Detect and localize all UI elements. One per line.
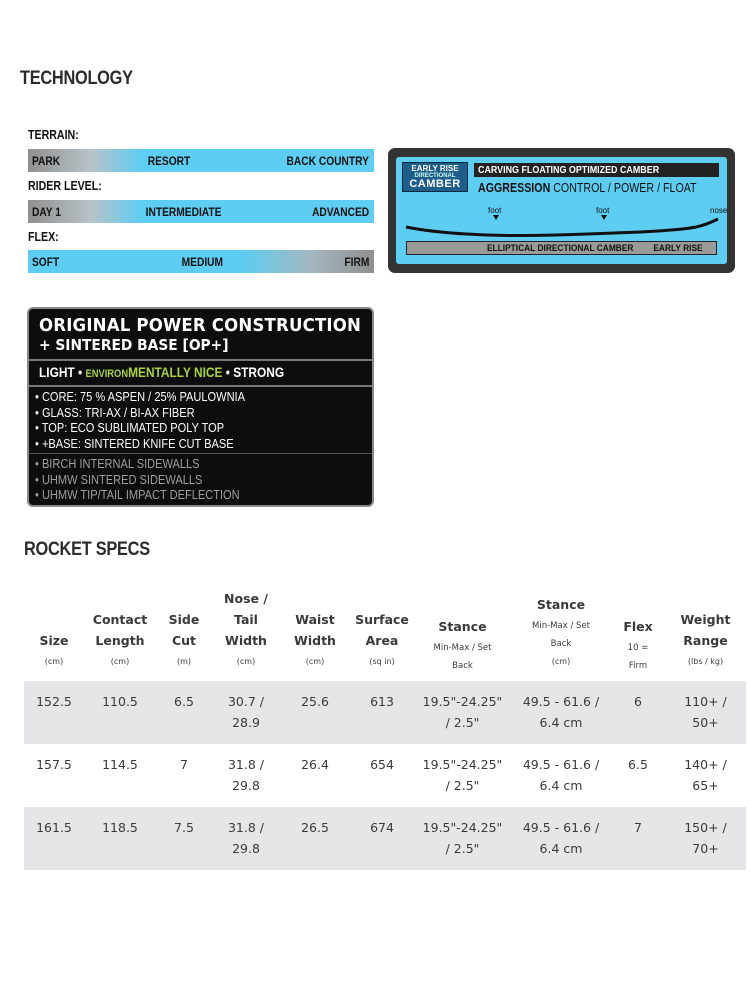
cell-weight: 150+ / 70+ xyxy=(665,807,746,870)
construction-spec-list xyxy=(35,389,282,451)
construction-divider-mid xyxy=(29,385,372,387)
camber-banner-text: CARVING FLOATING OPTIMIZED CAMBER xyxy=(478,164,660,176)
construction-panel xyxy=(27,307,374,507)
header-nose-tail-width: Nose / Tail Width (cm) xyxy=(224,591,268,666)
cell-flex: 7 xyxy=(611,807,665,870)
header-waist-width: Waist Width (cm) xyxy=(294,612,336,666)
flex-scale xyxy=(28,250,374,273)
rider-mid-label: INTERMEDIATE xyxy=(146,204,222,219)
cell-stance-cm: 49.5 - 61.6 / 6.4 cm xyxy=(511,807,611,870)
camber-logo-line3: CAMBER xyxy=(409,178,461,190)
cell-nose: 31.8 / 29.8 xyxy=(212,807,280,870)
cell-surface: 654 xyxy=(370,757,394,772)
header-weight-range: Weight Range (lbs / kg) xyxy=(680,612,731,666)
camber-banner xyxy=(474,163,719,177)
camber-bottom-bar xyxy=(406,241,717,255)
construction-divider-top xyxy=(29,359,372,361)
cell-waist: 25.6 xyxy=(280,681,350,744)
construction-tagline xyxy=(39,364,284,380)
flex-left-label: SOFT xyxy=(32,254,60,269)
camber-bottom-right: EARLY RISE xyxy=(653,242,703,254)
specs-table xyxy=(24,588,746,870)
camber-profile-curve xyxy=(396,213,727,241)
flex-mid-label: MEDIUM xyxy=(181,254,223,269)
cell-stance-cm: 49.5 - 61.6 / 6.4 cm xyxy=(511,681,611,744)
cell-nose: 31.8 / 29.8 xyxy=(227,757,265,793)
cell-size: 161.5 xyxy=(24,807,84,870)
construction-feature-list xyxy=(35,456,276,503)
flex-label: FLEX: xyxy=(28,230,59,244)
cell-nose: 30.7 / 28.9 xyxy=(212,681,280,744)
cell-weight: 140+ / 65+ xyxy=(684,757,727,793)
cell-contact: 110.5 xyxy=(84,681,156,744)
spec-item: • +BASE: SINTERED KNIFE CUT BASE xyxy=(35,435,234,451)
cell-side: 7.5 xyxy=(156,807,212,870)
tag-strong: • STRONG xyxy=(225,364,285,380)
aggression-label: AGGRESSION xyxy=(478,180,551,195)
camber-profile-panel xyxy=(388,148,735,273)
spec-item: • GLASS: TRI-AX / BI-AX FIBER xyxy=(35,404,195,420)
construction-divider-bottom xyxy=(29,453,372,454)
cell-waist: 26.5 xyxy=(280,807,350,870)
terrain-label: TERRAIN: xyxy=(28,128,79,142)
header-contact-length: Contact Length (cm) xyxy=(92,612,148,666)
cell-size: 152.5 xyxy=(24,681,84,744)
header-side-cut: Side Cut (m) xyxy=(168,612,200,666)
foot-label-front: foot xyxy=(596,206,610,215)
aggression-line xyxy=(478,180,697,195)
foot-label-rear: foot xyxy=(488,206,502,215)
cell-stance-in: 19.5"-24.25" / 2.5" xyxy=(414,681,511,744)
feature-item: • UHMW TIP/TAIL IMPACT DEFLECTION xyxy=(35,487,240,502)
header-size: Size (cm) xyxy=(39,633,69,666)
cell-surface: 674 xyxy=(350,807,414,870)
cell-flex: 6 xyxy=(611,681,665,744)
cell-waist: 26.4 xyxy=(301,757,329,772)
cell-surface: 613 xyxy=(350,681,414,744)
header-surface-area: Surface Area (sq in) xyxy=(355,612,409,666)
flex-right-label: FIRM xyxy=(344,254,369,269)
cell-stance-in: 19.5"-24.25" / 2.5" xyxy=(414,807,511,870)
rider-level-scale xyxy=(28,200,374,223)
rider-left-label: DAY 1 xyxy=(32,204,61,219)
cell-stance-in: 19.5"-24.25" / 2.5" xyxy=(422,757,503,793)
terrain-mid-label: RESORT xyxy=(147,153,190,168)
construction-subtitle: + SINTERED BASE [OP+] xyxy=(39,336,229,354)
camber-curve-line xyxy=(406,219,718,236)
cell-contact: 118.5 xyxy=(84,807,156,870)
tag-mentally-nice: MENTALLY NICE xyxy=(128,364,223,380)
tag-light: LIGHT • xyxy=(39,364,83,380)
foot-marker-front xyxy=(601,215,607,220)
specs-title: ROCKET SPECS xyxy=(24,539,150,560)
feature-item: • UHMW SINTERED SIDEWALLS xyxy=(35,471,203,487)
cell-stance-cm: 49.5 - 61.6 / 6.4 cm xyxy=(522,757,600,793)
specs-header-row xyxy=(24,588,746,681)
terrain-scale xyxy=(28,149,374,172)
aggression-values: CONTROL / POWER / FLOAT xyxy=(553,180,697,195)
cell-side: 6.5 xyxy=(156,681,212,744)
table-row xyxy=(24,744,746,807)
terrain-right-label: BACK COUNTRY xyxy=(286,153,369,168)
rider-level-label: RIDER LEVEL: xyxy=(28,179,102,193)
table-row xyxy=(24,807,746,870)
construction-title: ORIGINAL POWER CONSTRUCTION xyxy=(39,315,362,336)
cell-side: 7 xyxy=(180,757,188,772)
camber-logo-line1: EARLY RISE xyxy=(411,164,459,173)
foot-marker-rear xyxy=(493,215,499,220)
cell-contact: 114.5 xyxy=(102,757,138,772)
header-stance-cm: Stance Min-Max / Set Back (cm) xyxy=(532,597,590,666)
terrain-left-label: PARK xyxy=(32,153,61,168)
header-flex: Flex 10 = Firm xyxy=(623,619,653,671)
technology-title: TECHNOLOGY xyxy=(20,68,133,89)
feature-item: • BIRCH INTERNAL SIDEWALLS xyxy=(35,456,200,471)
camber-logo-line2: DIRECTIONAL xyxy=(414,173,456,179)
cell-flex: 6.5 xyxy=(628,757,648,772)
rider-right-label: ADVANCED xyxy=(311,204,369,219)
spec-item: • TOP: ECO SUBLIMATED POLY TOP xyxy=(35,420,225,435)
camber-bottom-left: ELLIPTICAL DIRECTIONAL CAMBER xyxy=(486,242,634,254)
cell-size: 157.5 xyxy=(36,757,72,772)
nose-label: nose xyxy=(710,206,728,215)
table-row xyxy=(24,681,746,744)
camber-profile-inner xyxy=(396,157,727,264)
cell-weight: 110+ / 50+ xyxy=(665,681,746,744)
header-stance-in: Stance Min-Max / Set Back xyxy=(433,619,492,671)
camber-logo xyxy=(402,162,468,192)
spec-item: • CORE: 75 % ASPEN / 25% PAULOWNIA xyxy=(35,389,246,404)
tag-environ: ENVIRON xyxy=(85,368,129,380)
